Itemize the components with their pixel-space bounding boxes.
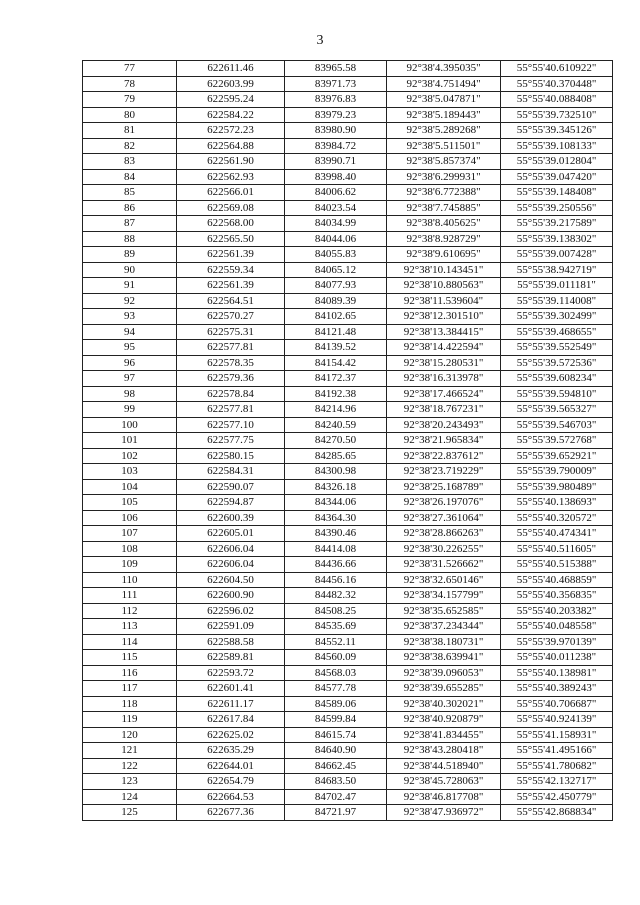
point-number-cell: 86 <box>83 200 177 216</box>
longitude-cell: 92°38'12.301510" <box>387 309 501 325</box>
table-row <box>83 402 613 418</box>
x-coordinate-cell: 622578.84 <box>177 386 285 402</box>
point-number-cell: 100 <box>83 417 177 433</box>
x-coordinate-cell: 622578.35 <box>177 355 285 371</box>
x-coordinate-cell: 622606.04 <box>177 541 285 557</box>
longitude-cell: 92°38'21.965834" <box>387 433 501 449</box>
table-row <box>83 169 613 185</box>
y-coordinate-cell: 84615.74 <box>285 727 387 743</box>
latitude-cell: 55°55'40.048558" <box>501 619 613 635</box>
latitude-cell: 55°55'41.495166" <box>501 743 613 759</box>
latitude-cell: 55°55'40.203382" <box>501 603 613 619</box>
latitude-cell: 55°55'39.011181" <box>501 278 613 294</box>
longitude-cell: 92°38'38.180731" <box>387 634 501 650</box>
latitude-cell: 55°55'40.924139" <box>501 712 613 728</box>
point-number-cell: 87 <box>83 216 177 232</box>
x-coordinate-cell: 622589.81 <box>177 650 285 666</box>
x-coordinate-cell: 622677.36 <box>177 805 285 821</box>
latitude-cell: 55°55'40.706687" <box>501 696 613 712</box>
table-row <box>83 107 613 123</box>
table-row <box>83 262 613 278</box>
table-row <box>83 712 613 728</box>
latitude-cell: 55°55'41.158931" <box>501 727 613 743</box>
longitude-cell: 92°38'4.751494" <box>387 76 501 92</box>
y-coordinate-cell: 84044.06 <box>285 231 387 247</box>
latitude-cell: 55°55'40.370448" <box>501 76 613 92</box>
point-number-cell: 88 <box>83 231 177 247</box>
y-coordinate-cell: 84560.09 <box>285 650 387 666</box>
point-number-cell: 97 <box>83 371 177 387</box>
y-coordinate-cell: 84077.93 <box>285 278 387 294</box>
longitude-cell: 92°38'44.518940" <box>387 758 501 774</box>
latitude-cell: 55°55'39.565327" <box>501 402 613 418</box>
y-coordinate-cell: 84023.54 <box>285 200 387 216</box>
point-number-cell: 108 <box>83 541 177 557</box>
x-coordinate-cell: 622605.01 <box>177 526 285 542</box>
x-coordinate-cell: 622596.02 <box>177 603 285 619</box>
latitude-cell: 55°55'39.138302" <box>501 231 613 247</box>
longitude-cell: 92°38'5.857374" <box>387 154 501 170</box>
y-coordinate-cell: 84589.06 <box>285 696 387 712</box>
table-row <box>83 557 613 573</box>
x-coordinate-cell: 622600.90 <box>177 588 285 604</box>
x-coordinate-cell: 622588.58 <box>177 634 285 650</box>
point-number-cell: 95 <box>83 340 177 356</box>
y-coordinate-cell: 84102.65 <box>285 309 387 325</box>
longitude-cell: 92°38'7.745885" <box>387 200 501 216</box>
longitude-cell: 92°38'20.243493" <box>387 417 501 433</box>
y-coordinate-cell: 84640.90 <box>285 743 387 759</box>
latitude-cell: 55°55'40.610922" <box>501 61 613 77</box>
x-coordinate-cell: 622572.23 <box>177 123 285 139</box>
x-coordinate-cell: 622580.15 <box>177 448 285 464</box>
y-coordinate-cell: 84270.50 <box>285 433 387 449</box>
longitude-cell: 92°38'6.772388" <box>387 185 501 201</box>
x-coordinate-cell: 622591.09 <box>177 619 285 635</box>
y-coordinate-cell: 84683.50 <box>285 774 387 790</box>
longitude-cell: 92°38'38.639941" <box>387 650 501 666</box>
longitude-cell: 92°38'18.767231" <box>387 402 501 418</box>
point-number-cell: 83 <box>83 154 177 170</box>
longitude-cell: 92°38'10.143451" <box>387 262 501 278</box>
point-number-cell: 125 <box>83 805 177 821</box>
coordinates-table <box>82 60 613 821</box>
table-row <box>83 495 613 511</box>
longitude-cell: 92°38'22.837612" <box>387 448 501 464</box>
point-number-cell: 114 <box>83 634 177 650</box>
point-number-cell: 81 <box>83 123 177 139</box>
table-row <box>83 758 613 774</box>
y-coordinate-cell: 84300.98 <box>285 464 387 480</box>
x-coordinate-cell: 622575.31 <box>177 324 285 340</box>
longitude-cell: 92°38'26.197076" <box>387 495 501 511</box>
y-coordinate-cell: 83980.90 <box>285 123 387 139</box>
latitude-cell: 55°55'39.302499" <box>501 309 613 325</box>
x-coordinate-cell: 622664.53 <box>177 789 285 805</box>
table-row <box>83 634 613 650</box>
table-row <box>83 588 613 604</box>
table-row <box>83 61 613 77</box>
y-coordinate-cell: 83984.72 <box>285 138 387 154</box>
point-number-cell: 103 <box>83 464 177 480</box>
point-number-cell: 120 <box>83 727 177 743</box>
x-coordinate-cell: 622594.87 <box>177 495 285 511</box>
table-row <box>83 541 613 557</box>
y-coordinate-cell: 84721.97 <box>285 805 387 821</box>
latitude-cell: 55°55'38.942719" <box>501 262 613 278</box>
point-number-cell: 105 <box>83 495 177 511</box>
longitude-cell: 92°38'5.047871" <box>387 92 501 108</box>
longitude-cell: 92°38'16.313978" <box>387 371 501 387</box>
point-number-cell: 113 <box>83 619 177 635</box>
table-row <box>83 727 613 743</box>
longitude-cell: 92°38'13.384415" <box>387 324 501 340</box>
table-row <box>83 510 613 526</box>
latitude-cell: 55°55'40.389243" <box>501 681 613 697</box>
point-number-cell: 116 <box>83 665 177 681</box>
latitude-cell: 55°55'40.468859" <box>501 572 613 588</box>
y-coordinate-cell: 84139.52 <box>285 340 387 356</box>
longitude-cell: 92°38'40.302021" <box>387 696 501 712</box>
table-row <box>83 355 613 371</box>
x-coordinate-cell: 622603.99 <box>177 76 285 92</box>
y-coordinate-cell: 84172.37 <box>285 371 387 387</box>
y-coordinate-cell: 84577.78 <box>285 681 387 697</box>
point-number-cell: 123 <box>83 774 177 790</box>
longitude-cell: 92°38'34.157799" <box>387 588 501 604</box>
y-coordinate-cell: 84482.32 <box>285 588 387 604</box>
longitude-cell: 92°38'23.719229" <box>387 464 501 480</box>
y-coordinate-cell: 84552.11 <box>285 634 387 650</box>
point-number-cell: 84 <box>83 169 177 185</box>
longitude-cell: 92°38'46.817708" <box>387 789 501 805</box>
latitude-cell: 55°55'39.594810" <box>501 386 613 402</box>
table-row <box>83 231 613 247</box>
y-coordinate-cell: 84390.46 <box>285 526 387 542</box>
longitude-cell: 92°38'8.405625" <box>387 216 501 232</box>
longitude-cell: 92°38'27.361064" <box>387 510 501 526</box>
y-coordinate-cell: 84662.45 <box>285 758 387 774</box>
x-coordinate-cell: 622577.81 <box>177 402 285 418</box>
table-row <box>83 603 613 619</box>
table-row <box>83 572 613 588</box>
y-coordinate-cell: 84508.25 <box>285 603 387 619</box>
point-number-cell: 121 <box>83 743 177 759</box>
x-coordinate-cell: 622577.75 <box>177 433 285 449</box>
point-number-cell: 112 <box>83 603 177 619</box>
point-number-cell: 117 <box>83 681 177 697</box>
y-coordinate-cell: 83979.23 <box>285 107 387 123</box>
table-row <box>83 123 613 139</box>
table-row <box>83 185 613 201</box>
longitude-cell: 92°38'28.866263" <box>387 526 501 542</box>
table-row <box>83 464 613 480</box>
latitude-cell: 55°55'39.345126" <box>501 123 613 139</box>
point-number-cell: 78 <box>83 76 177 92</box>
point-number-cell: 90 <box>83 262 177 278</box>
latitude-cell: 55°55'39.047420" <box>501 169 613 185</box>
y-coordinate-cell: 84006.62 <box>285 185 387 201</box>
latitude-cell: 55°55'40.511605" <box>501 541 613 557</box>
x-coordinate-cell: 622625.02 <box>177 727 285 743</box>
table-row <box>83 200 613 216</box>
point-number-cell: 124 <box>83 789 177 805</box>
x-coordinate-cell: 622604.50 <box>177 572 285 588</box>
latitude-cell: 55°55'39.652921" <box>501 448 613 464</box>
y-coordinate-cell: 84034.99 <box>285 216 387 232</box>
point-number-cell: 80 <box>83 107 177 123</box>
table-row <box>83 92 613 108</box>
table-row <box>83 138 613 154</box>
longitude-cell: 92°38'5.511501" <box>387 138 501 154</box>
table-row <box>83 309 613 325</box>
table-row <box>83 619 613 635</box>
y-coordinate-cell: 84535.69 <box>285 619 387 635</box>
latitude-cell: 55°55'39.546703" <box>501 417 613 433</box>
y-coordinate-cell: 84364.30 <box>285 510 387 526</box>
table-row <box>83 681 613 697</box>
longitude-cell: 92°38'4.395035" <box>387 61 501 77</box>
y-coordinate-cell: 84192.38 <box>285 386 387 402</box>
latitude-cell: 55°55'40.356835" <box>501 588 613 604</box>
longitude-cell: 92°38'30.226255" <box>387 541 501 557</box>
latitude-cell: 55°55'40.474341" <box>501 526 613 542</box>
table-row <box>83 448 613 464</box>
coordinates-table-body <box>83 61 613 821</box>
longitude-cell: 92°38'39.655285" <box>387 681 501 697</box>
point-number-cell: 89 <box>83 247 177 263</box>
latitude-cell: 55°55'40.138693" <box>501 495 613 511</box>
table-row <box>83 789 613 805</box>
latitude-cell: 55°55'40.515388" <box>501 557 613 573</box>
table-row <box>83 805 613 821</box>
latitude-cell: 55°55'39.790009" <box>501 464 613 480</box>
x-coordinate-cell: 622644.01 <box>177 758 285 774</box>
longitude-cell: 92°38'25.168789" <box>387 479 501 495</box>
y-coordinate-cell: 84154.42 <box>285 355 387 371</box>
x-coordinate-cell: 622617.84 <box>177 712 285 728</box>
latitude-cell: 55°55'39.572768" <box>501 433 613 449</box>
x-coordinate-cell: 622564.88 <box>177 138 285 154</box>
y-coordinate-cell: 84121.48 <box>285 324 387 340</box>
latitude-cell: 55°55'39.108133" <box>501 138 613 154</box>
longitude-cell: 92°38'9.610695" <box>387 247 501 263</box>
y-coordinate-cell: 83998.40 <box>285 169 387 185</box>
point-number-cell: 91 <box>83 278 177 294</box>
point-number-cell: 77 <box>83 61 177 77</box>
table-row <box>83 417 613 433</box>
y-coordinate-cell: 84214.96 <box>285 402 387 418</box>
point-number-cell: 122 <box>83 758 177 774</box>
y-coordinate-cell: 84055.83 <box>285 247 387 263</box>
point-number-cell: 79 <box>83 92 177 108</box>
latitude-cell: 55°55'40.011238" <box>501 650 613 666</box>
point-number-cell: 98 <box>83 386 177 402</box>
latitude-cell: 55°55'39.250556" <box>501 200 613 216</box>
latitude-cell: 55°55'40.088408" <box>501 92 613 108</box>
x-coordinate-cell: 622584.31 <box>177 464 285 480</box>
table-row <box>83 216 613 232</box>
table-row <box>83 696 613 712</box>
y-coordinate-cell: 84414.08 <box>285 541 387 557</box>
latitude-cell: 55°55'42.450779" <box>501 789 613 805</box>
table-row <box>83 743 613 759</box>
x-coordinate-cell: 622565.50 <box>177 231 285 247</box>
latitude-cell: 55°55'39.980489" <box>501 479 613 495</box>
x-coordinate-cell: 622561.90 <box>177 154 285 170</box>
longitude-cell: 92°38'41.834455" <box>387 727 501 743</box>
longitude-cell: 92°38'40.920879" <box>387 712 501 728</box>
latitude-cell: 55°55'39.114008" <box>501 293 613 309</box>
x-coordinate-cell: 622595.24 <box>177 92 285 108</box>
x-coordinate-cell: 622577.10 <box>177 417 285 433</box>
longitude-cell: 92°38'17.466524" <box>387 386 501 402</box>
y-coordinate-cell: 84089.39 <box>285 293 387 309</box>
point-number-cell: 110 <box>83 572 177 588</box>
x-coordinate-cell: 622590.07 <box>177 479 285 495</box>
table-row <box>83 650 613 666</box>
table-row <box>83 324 613 340</box>
x-coordinate-cell: 622611.17 <box>177 696 285 712</box>
x-coordinate-cell: 622600.39 <box>177 510 285 526</box>
x-coordinate-cell: 622635.29 <box>177 743 285 759</box>
table-row <box>83 433 613 449</box>
point-number-cell: 107 <box>83 526 177 542</box>
y-coordinate-cell: 84326.18 <box>285 479 387 495</box>
point-number-cell: 109 <box>83 557 177 573</box>
y-coordinate-cell: 83971.73 <box>285 76 387 92</box>
point-number-cell: 102 <box>83 448 177 464</box>
y-coordinate-cell: 84285.65 <box>285 448 387 464</box>
longitude-cell: 92°38'15.280531" <box>387 355 501 371</box>
latitude-cell: 55°55'41.780682" <box>501 758 613 774</box>
x-coordinate-cell: 622569.08 <box>177 200 285 216</box>
point-number-cell: 118 <box>83 696 177 712</box>
x-coordinate-cell: 622584.22 <box>177 107 285 123</box>
table-row <box>83 76 613 92</box>
y-coordinate-cell: 84702.47 <box>285 789 387 805</box>
x-coordinate-cell: 622579.36 <box>177 371 285 387</box>
longitude-cell: 92°38'43.280418" <box>387 743 501 759</box>
longitude-cell: 92°38'6.299931" <box>387 169 501 185</box>
x-coordinate-cell: 622562.93 <box>177 169 285 185</box>
longitude-cell: 92°38'47.936972" <box>387 805 501 821</box>
point-number-cell: 106 <box>83 510 177 526</box>
point-number-cell: 101 <box>83 433 177 449</box>
y-coordinate-cell: 84344.06 <box>285 495 387 511</box>
table-row <box>83 526 613 542</box>
x-coordinate-cell: 622570.27 <box>177 309 285 325</box>
point-number-cell: 85 <box>83 185 177 201</box>
x-coordinate-cell: 622593.72 <box>177 665 285 681</box>
y-coordinate-cell: 84456.16 <box>285 572 387 588</box>
x-coordinate-cell: 622568.00 <box>177 216 285 232</box>
point-number-cell: 96 <box>83 355 177 371</box>
latitude-cell: 55°55'40.320572" <box>501 510 613 526</box>
x-coordinate-cell: 622577.81 <box>177 340 285 356</box>
point-number-cell: 94 <box>83 324 177 340</box>
table-row <box>83 340 613 356</box>
latitude-cell: 55°55'39.468655" <box>501 324 613 340</box>
table-row <box>83 293 613 309</box>
x-coordinate-cell: 622566.01 <box>177 185 285 201</box>
longitude-cell: 92°38'45.728063" <box>387 774 501 790</box>
point-number-cell: 104 <box>83 479 177 495</box>
latitude-cell: 55°55'40.138981" <box>501 665 613 681</box>
y-coordinate-cell: 84436.66 <box>285 557 387 573</box>
longitude-cell: 92°38'10.880563" <box>387 278 501 294</box>
table-row <box>83 247 613 263</box>
table-row <box>83 479 613 495</box>
latitude-cell: 55°55'39.608234" <box>501 371 613 387</box>
table-row <box>83 774 613 790</box>
longitude-cell: 92°38'39.096053" <box>387 665 501 681</box>
latitude-cell: 55°55'42.132717" <box>501 774 613 790</box>
point-number-cell: 111 <box>83 588 177 604</box>
y-coordinate-cell: 83965.58 <box>285 61 387 77</box>
table-row <box>83 371 613 387</box>
longitude-cell: 92°38'35.652585" <box>387 603 501 619</box>
y-coordinate-cell: 83976.83 <box>285 92 387 108</box>
latitude-cell: 55°55'39.007428" <box>501 247 613 263</box>
page-number: 3 <box>316 33 324 48</box>
point-number-cell: 99 <box>83 402 177 418</box>
table-row <box>83 154 613 170</box>
longitude-cell: 92°38'5.189443" <box>387 107 501 123</box>
y-coordinate-cell: 84568.03 <box>285 665 387 681</box>
point-number-cell: 115 <box>83 650 177 666</box>
x-coordinate-cell: 622561.39 <box>177 247 285 263</box>
longitude-cell: 92°38'8.928729" <box>387 231 501 247</box>
y-coordinate-cell: 84599.84 <box>285 712 387 728</box>
latitude-cell: 55°55'42.868834" <box>501 805 613 821</box>
point-number-cell: 119 <box>83 712 177 728</box>
table-row <box>83 386 613 402</box>
x-coordinate-cell: 622564.51 <box>177 293 285 309</box>
longitude-cell: 92°38'11.539604" <box>387 293 501 309</box>
x-coordinate-cell: 622654.79 <box>177 774 285 790</box>
longitude-cell: 92°38'32.650146" <box>387 572 501 588</box>
longitude-cell: 92°38'31.526662" <box>387 557 501 573</box>
latitude-cell: 55°55'39.012804" <box>501 154 613 170</box>
latitude-cell: 55°55'39.970139" <box>501 634 613 650</box>
latitude-cell: 55°55'39.148408" <box>501 185 613 201</box>
table-row <box>83 278 613 294</box>
y-coordinate-cell: 83990.71 <box>285 154 387 170</box>
point-number-cell: 82 <box>83 138 177 154</box>
longitude-cell: 92°38'14.422594" <box>387 340 501 356</box>
latitude-cell: 55°55'39.217589" <box>501 216 613 232</box>
x-coordinate-cell: 622601.41 <box>177 681 285 697</box>
y-coordinate-cell: 84240.59 <box>285 417 387 433</box>
y-coordinate-cell: 84065.12 <box>285 262 387 278</box>
latitude-cell: 55°55'39.552549" <box>501 340 613 356</box>
latitude-cell: 55°55'39.732510" <box>501 107 613 123</box>
latitude-cell: 55°55'39.572536" <box>501 355 613 371</box>
longitude-cell: 92°38'37.234344" <box>387 619 501 635</box>
x-coordinate-cell: 622611.46 <box>177 61 285 77</box>
x-coordinate-cell: 622559.34 <box>177 262 285 278</box>
point-number-cell: 93 <box>83 309 177 325</box>
longitude-cell: 92°38'5.289268" <box>387 123 501 139</box>
x-coordinate-cell: 622561.39 <box>177 278 285 294</box>
point-number-cell: 92 <box>83 293 177 309</box>
table-row <box>83 665 613 681</box>
x-coordinate-cell: 622606.04 <box>177 557 285 573</box>
